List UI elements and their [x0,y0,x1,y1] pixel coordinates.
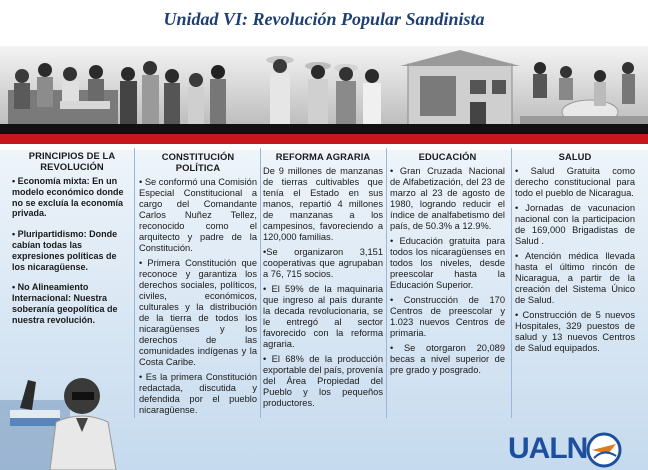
ualn-logo [508,430,618,470]
column-heading: EDUCACIÓN [418,151,477,162]
column-item: • Se otorgaron 20,089 becas a nivel superior de pre grado y posgrado. [390,343,505,375]
column-heading: SALUD [558,151,592,162]
column-item: • Gran Cruzada Nacional de Alfabetización, del 23 de marzo al 23 de agosto de 1980, logrando reducir el índice de analfabetismo del país, de 50.3% a 12.9%. [390,166,505,231]
logo-emblem-icon [584,430,624,470]
column-divider [386,148,387,418]
column-reforma-agraria [263,151,383,413]
column-heading: CONSTITUCIÓN POLÍTICA [161,151,235,173]
header-photo-collage [0,46,648,126]
column-item: • Primera Constitución que reconoce y garantiza los derechos sociales, políticos, civiles, económicos, culturales y la distribución de la tierra de todos los nicaragüenses y los derechos de las comunidades indígenas y la Costa Caribe. [139,258,257,367]
column-item: • Jornadas de vacunacion nacional con la participacion de 169,000 Brigadistas de Salud . [515,203,635,246]
column-heading: REFORMA AGRARIA [275,151,371,162]
column-item: • Es la primera Constitución redactada, discutida y defendida por el pueblo nicaragüense. [139,372,257,415]
page-title: Unidad VI: Revolución Popular Sandinista [163,9,485,29]
column-divider [511,148,512,418]
column-item: • Pluripartidismo: Donde cabían todas las expresiones políticas de los nicaragüense. [12,229,118,272]
column-item: • No Alineamiento Internacional: Nuestra soberanía geopolítica de nuestra revolución. [12,282,118,325]
header-stripe-red [0,134,648,144]
column-item: De 9 millones de manzanas de tierras cultivables que tenía el Estado en sus manos, repartió 4 millones de manzanas a los campesinos, favoreciendo a 120,000 familias. [263,166,383,242]
column-item: • Construcción de 170 Centros de preescolar y 1.023 nuevos Centros de primaria. [390,295,505,338]
column-constitucion [139,151,257,420]
column-principios [12,151,132,336]
column-educacion [390,151,505,380]
column-item: • Economía mixta: En un modelo económico donde no se excluía la economía privada. [12,176,124,219]
column-salud [515,151,635,358]
leader-portrait-photo [0,360,150,470]
column-item: • Educación gratuita para todos los nicaragüenses en todos los niveles, desde preescolar hasta la Educación Superior. [390,236,505,290]
column-item: • Salud Gratuita como derecho constitucional para todo el pueblo de Nicaragua. [515,166,635,198]
photo-collage-illustration [0,46,648,126]
logo-text: UALN [508,432,588,465]
column-item: •Se organizaron 3,151 cooperativas que agrupaban a 76, 715 socios. [263,247,383,279]
column-heading: PRINCIPIOS DE LA REVOLUCIÓN [28,150,116,172]
column-item: • Construcción de 5 nuevos Hospitales, 329 puestos de salud y 13 nuevos Centros de Salud equipados. [515,310,635,353]
column-item: • El 68% de la producción exportable del país, provenía del Área Propiedad del Pueblo y los pequeños productores. [263,354,383,408]
column-item: • Atención médica llevada hasta el último rincón de Nicaragua, a partir de la creación del Sistema Único de Salud. [515,251,635,305]
column-divider [260,148,261,418]
column-item: • Se conformó una Comisión Especial Constitucional a cargo del Comandante Carlos Nuñez Tellez, reconocido como el arquitecto y padre de la Constitución. [139,177,257,253]
portrait-illustration [0,360,150,470]
column-item: • El 59% de la maquinaria que ingreso al país durante la decada revolucionaria, se le entregó al sector favorecido con la reforma agraria. [263,284,383,349]
header-stripe-black [0,124,648,134]
